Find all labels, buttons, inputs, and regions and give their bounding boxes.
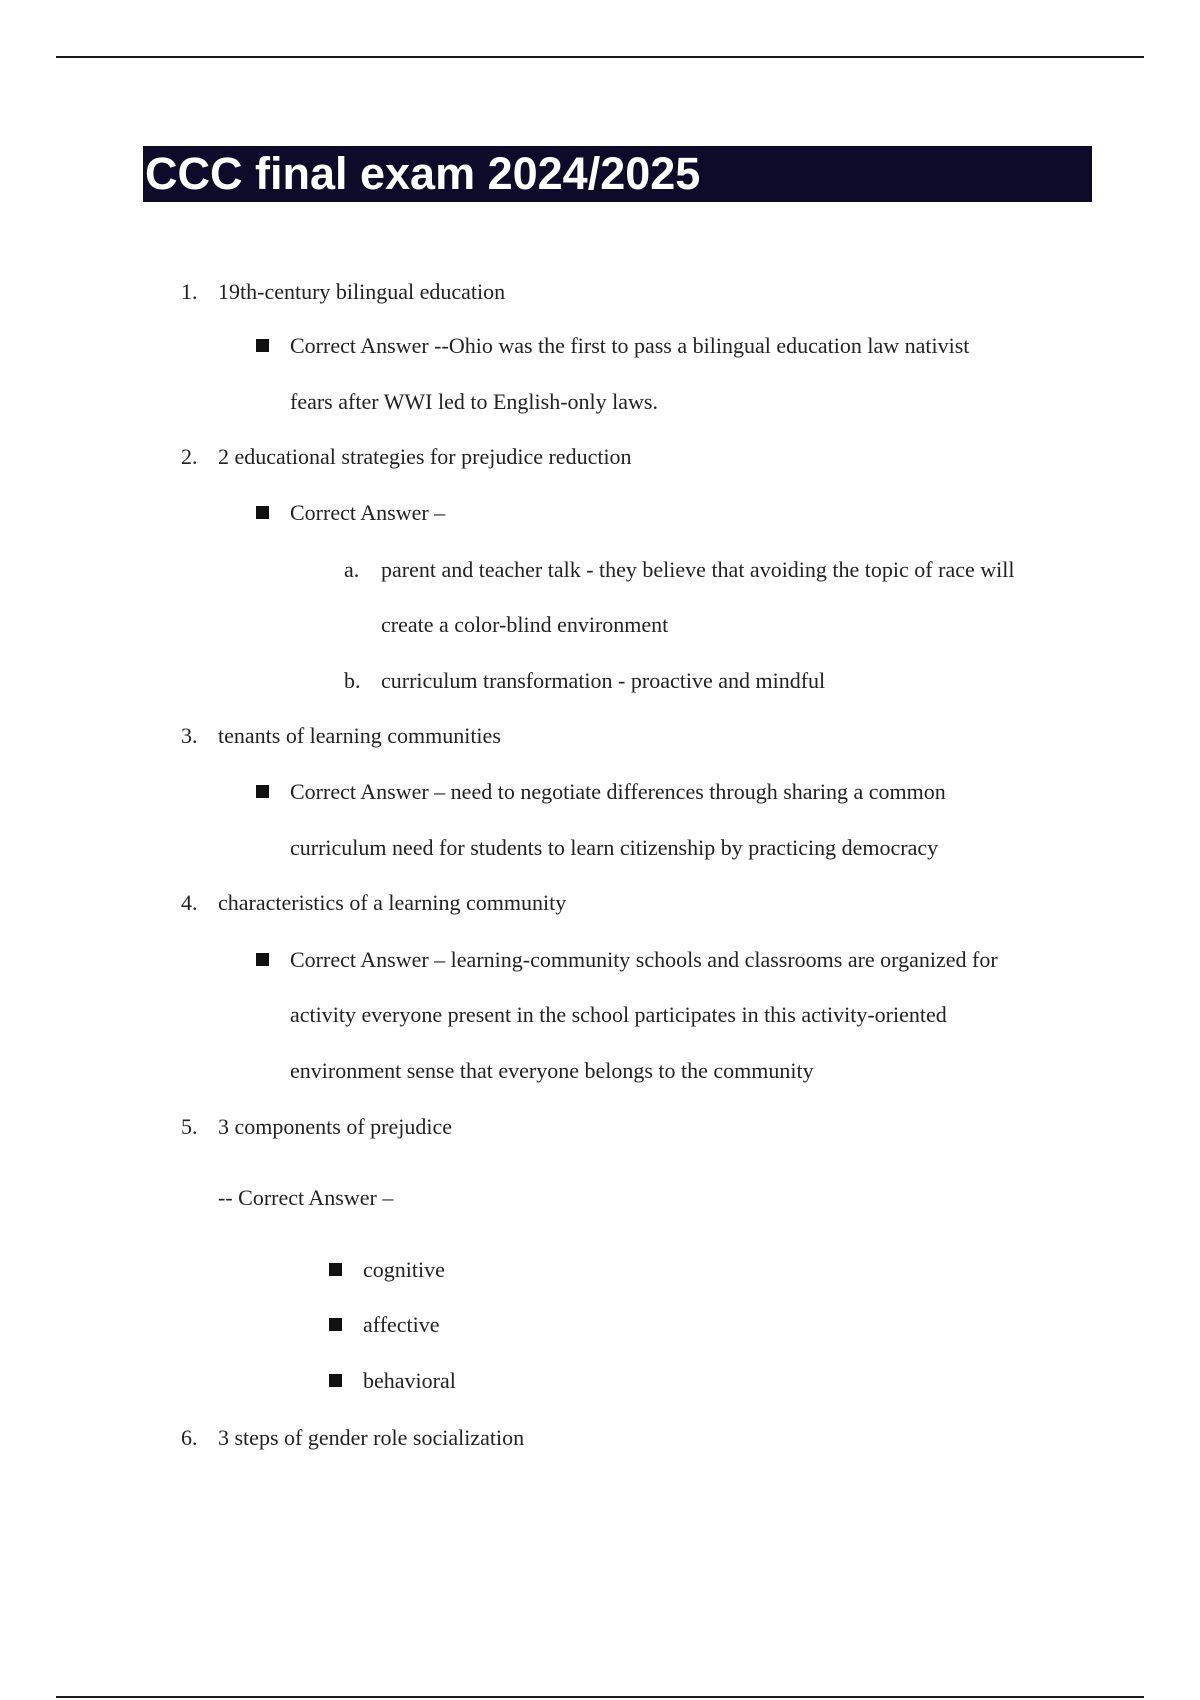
- question-number: 4.: [181, 890, 198, 915]
- bullet-item: cognitive: [363, 1257, 445, 1282]
- question-text: 19th-century bilingual education: [218, 279, 506, 304]
- question-text: 2 educational strategies for prejudice reduction: [218, 444, 632, 469]
- bullet-item: affective: [363, 1312, 440, 1337]
- bullet-item: behavioral: [363, 1368, 456, 1393]
- answer-line: Correct Answer –: [290, 500, 446, 525]
- bullet-square-icon: [329, 1263, 342, 1276]
- question-number: 5.: [181, 1114, 198, 1139]
- answer-line: fears after WWI led to English-only laws.: [290, 389, 658, 414]
- sub-item-letter: b.: [344, 668, 361, 693]
- top-rule: [56, 56, 1144, 58]
- question-text: 3 components of prejudice: [218, 1114, 452, 1139]
- question-number: 1.: [181, 279, 198, 304]
- answer-line: activity everyone present in the school participates in this activity-oriented: [290, 1002, 947, 1027]
- answer-heading: -- Correct Answer –: [218, 1185, 394, 1210]
- question-number: 2.: [181, 444, 198, 469]
- bullet-square-icon: [256, 339, 269, 352]
- bullet-square-icon: [256, 785, 269, 798]
- bullet-square-icon: [329, 1318, 342, 1331]
- sub-item-line: create a color-blind environment: [381, 612, 669, 637]
- answer-line: curriculum need for students to learn citizenship by practicing democracy: [290, 835, 939, 860]
- sub-item-line: curriculum transformation - proactive and mindful: [381, 668, 826, 693]
- bullet-square-icon: [256, 953, 269, 966]
- question-text: tenants of learning communities: [218, 723, 501, 748]
- question-number: 3.: [181, 723, 198, 748]
- sub-item-letter: a.: [344, 557, 360, 582]
- document-title: CCC final exam 2024/2025: [143, 146, 1092, 202]
- bottom-rule: [56, 1696, 1144, 1698]
- bullet-square-icon: [329, 1374, 342, 1387]
- answer-line: environment sense that everyone belongs to the community: [290, 1058, 814, 1083]
- answer-line: Correct Answer – need to negotiate differences through sharing a common: [290, 779, 946, 804]
- sub-item-line: parent and teacher talk - they believe that avoiding the topic of race will: [381, 557, 1015, 582]
- answer-line: Correct Answer --Ohio was the first to pass a bilingual education law nativist: [290, 333, 970, 358]
- question-text: 3 steps of gender role socialization: [218, 1425, 525, 1450]
- question-number: 6.: [181, 1425, 198, 1450]
- question-text: characteristics of a learning community: [218, 890, 567, 915]
- answer-line: Correct Answer – learning-community schools and classrooms are organized for: [290, 947, 998, 972]
- bullet-square-icon: [256, 506, 269, 519]
